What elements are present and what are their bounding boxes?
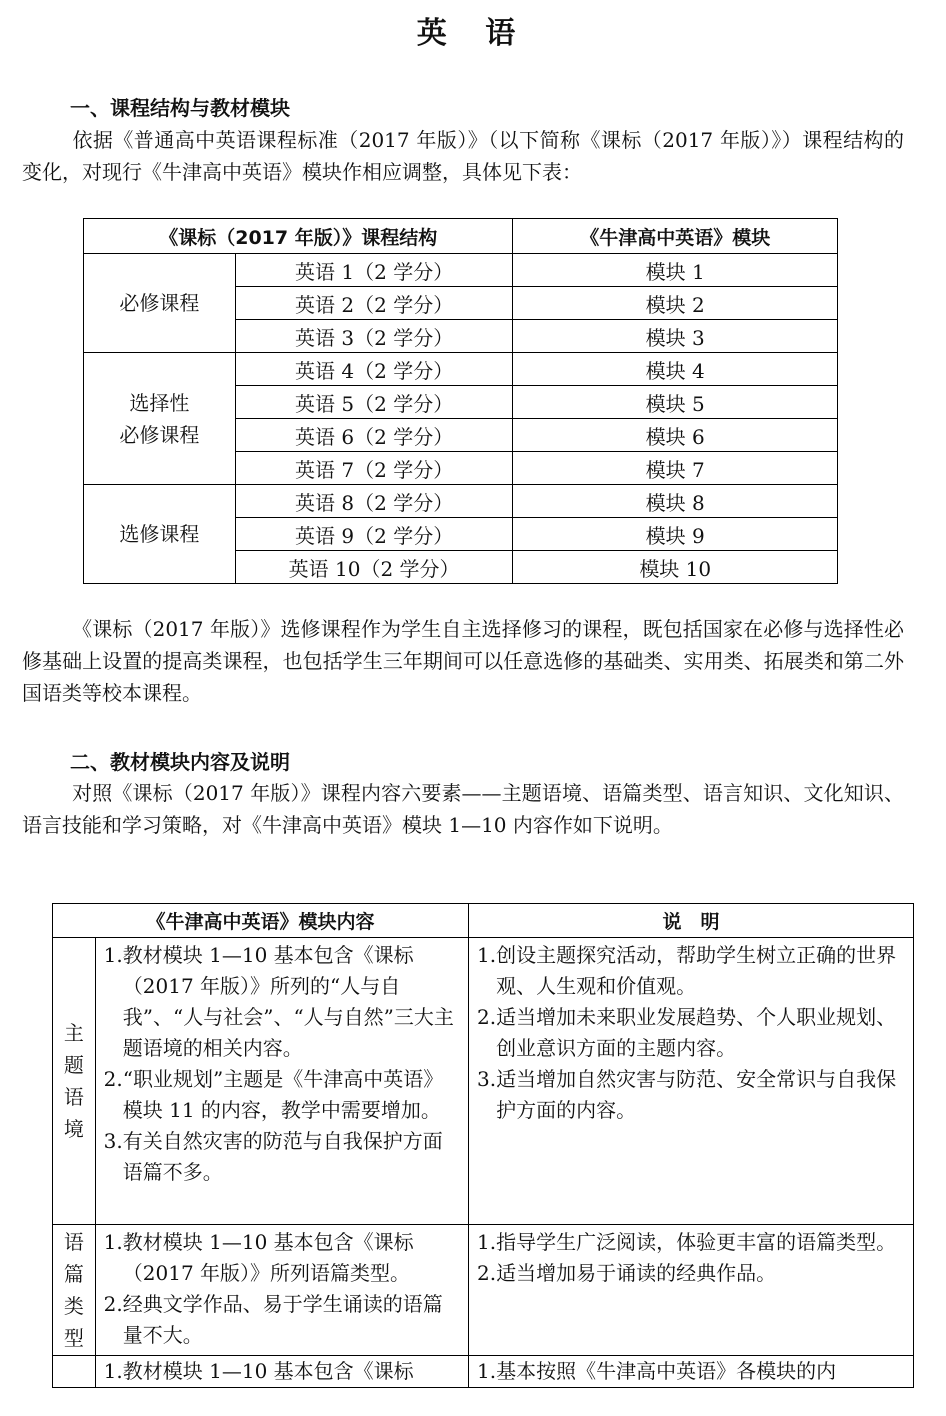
list-item: 1. 教材模块 1—10 基本包含《课标 (103, 1359, 414, 1383)
list-item: 3. 适当增加自然灾害与防范、安全常识与自我保护方面的内容。 (476, 1067, 897, 1122)
group-elective-compulsory (84, 353, 236, 485)
course-cell: 英语 6（2 学分） (235, 419, 513, 452)
header-module-content: 《牛津高中英语》模块内容 (53, 904, 469, 938)
table-row (53, 938, 914, 1225)
header-explanation: 说 明 (468, 904, 913, 938)
section-2-intro: 对照《课标（2017 年版）》课程内容六要素——主题语境、语篇类型、语言知识、文化知识、语言技能和学习策略，对《牛津高中英语》模块 1—10 内容作如下说明。 (22, 781, 904, 837)
list-item: 1. 创设主题探究活动，帮助学生树立正确的世界观、人生观和价值观。 (476, 943, 897, 998)
module-cell: 模块 6 (513, 419, 838, 452)
course-cell: 英语 9（2 学分） (235, 518, 513, 551)
table-row (53, 1225, 914, 1356)
section-2-heading: 二、教材模块内容及说明 (70, 750, 290, 774)
section-1-heading: 一、课程结构与教材模块 (70, 96, 290, 120)
table-header-row (84, 219, 838, 254)
table-header-row (53, 904, 914, 938)
category-text-type: 语 篇 类 型 (53, 1225, 96, 1356)
list-item: 2. “职业规划”主题是《牛津高中英语》模块 11 的内容，教学中需要增加。 (103, 1067, 444, 1122)
course-cell: 英语 3（2 学分） (235, 320, 513, 353)
module-cell: 模块 5 (513, 386, 838, 419)
curriculum-module-table (83, 218, 838, 584)
table-row (84, 353, 838, 386)
group-optional: 选修课程 (84, 485, 236, 584)
module-cell: 模块 8 (513, 485, 838, 518)
list-item: 2. 适当增加未来职业发展趋势、个人职业规划、创业意识方面的主题内容。 (476, 1005, 897, 1060)
notes-cell (468, 938, 913, 1225)
course-cell: 英语 4（2 学分） (235, 353, 513, 386)
group-name-line-1: 选择性 (129, 390, 190, 415)
module-cell: 模块 9 (513, 518, 838, 551)
list-item: 2. 适当增加易于诵读的经典作品。 (476, 1261, 777, 1285)
list-item: 1. 教材模块 1—10 基本包含《课标（2017 年版）》所列语篇类型。 (103, 1230, 414, 1285)
table-row (53, 1356, 914, 1388)
course-cell: 英语 7（2 学分） (235, 452, 513, 485)
page-title: 英 语 (416, 16, 530, 51)
module-cell: 模块 7 (513, 452, 838, 485)
module-cell: 模块 1 (513, 254, 838, 287)
section-1-note: 《课标（2017 年版）》选修课程作为学生自主选择修习的课程，既包括国家在必修与选择性必修基础上设置的提高类课程，也包括学生三年期间可以任意选修的基础类、实用类、拓展类和第二外国语类等校本课程。 (22, 617, 904, 705)
module-cell: 模块 3 (513, 320, 838, 353)
course-cell: 英语 10（2 学分） (235, 551, 513, 584)
section-1-intro: 依据《普通高中英语课程标准（2017 年版）》（以下简称《课标（2017 年版）》）课程结构的变化，对现行《牛津高中英语》模块作相应调整，具体见下表： (22, 128, 904, 184)
group-name-line-2: 必修课程 (119, 422, 200, 447)
content-cell (95, 1225, 468, 1356)
module-cell: 模块 4 (513, 353, 838, 386)
content-cell (95, 1356, 468, 1388)
table-row (84, 254, 838, 287)
list-item: 1. 基本按照《牛津高中英语》各模块的内 (476, 1359, 837, 1383)
module-cell: 模块 2 (513, 287, 838, 320)
notes-cell (468, 1225, 913, 1356)
header-curriculum-structure: 《课标（2017 年版）》课程结构 (84, 219, 513, 254)
category-cell (53, 1356, 96, 1388)
notes-cell (468, 1356, 913, 1388)
course-cell: 英语 1（2 学分） (235, 254, 513, 287)
list-item: 2. 经典文学作品、易于学生诵读的语篇量不大。 (103, 1292, 443, 1347)
list-item: 3. 有关自然灾害的防范与自我保护方面语篇不多。 (103, 1129, 443, 1184)
list-item: 1. 指导学生广泛阅读，体验更丰富的语篇类型。 (476, 1230, 897, 1254)
category-theme-context: 主 题 语 境 (53, 938, 96, 1225)
module-content-table (52, 903, 914, 1388)
header-oxford-module: 《牛津高中英语》模块 (513, 219, 838, 254)
course-cell: 英语 8（2 学分） (235, 485, 513, 518)
group-compulsory: 必修课程 (84, 254, 236, 353)
table-row (84, 485, 838, 518)
course-cell: 英语 5（2 学分） (235, 386, 513, 419)
module-cell: 模块 10 (513, 551, 838, 584)
course-cell: 英语 2（2 学分） (235, 287, 513, 320)
content-cell (95, 938, 468, 1225)
list-item: 1. 教材模块 1—10 基本包含《课标（2017 年版）》所列的“人与自我”、“人与社会”、“人与自然”三大主题语境的相关内容。 (103, 943, 454, 1060)
